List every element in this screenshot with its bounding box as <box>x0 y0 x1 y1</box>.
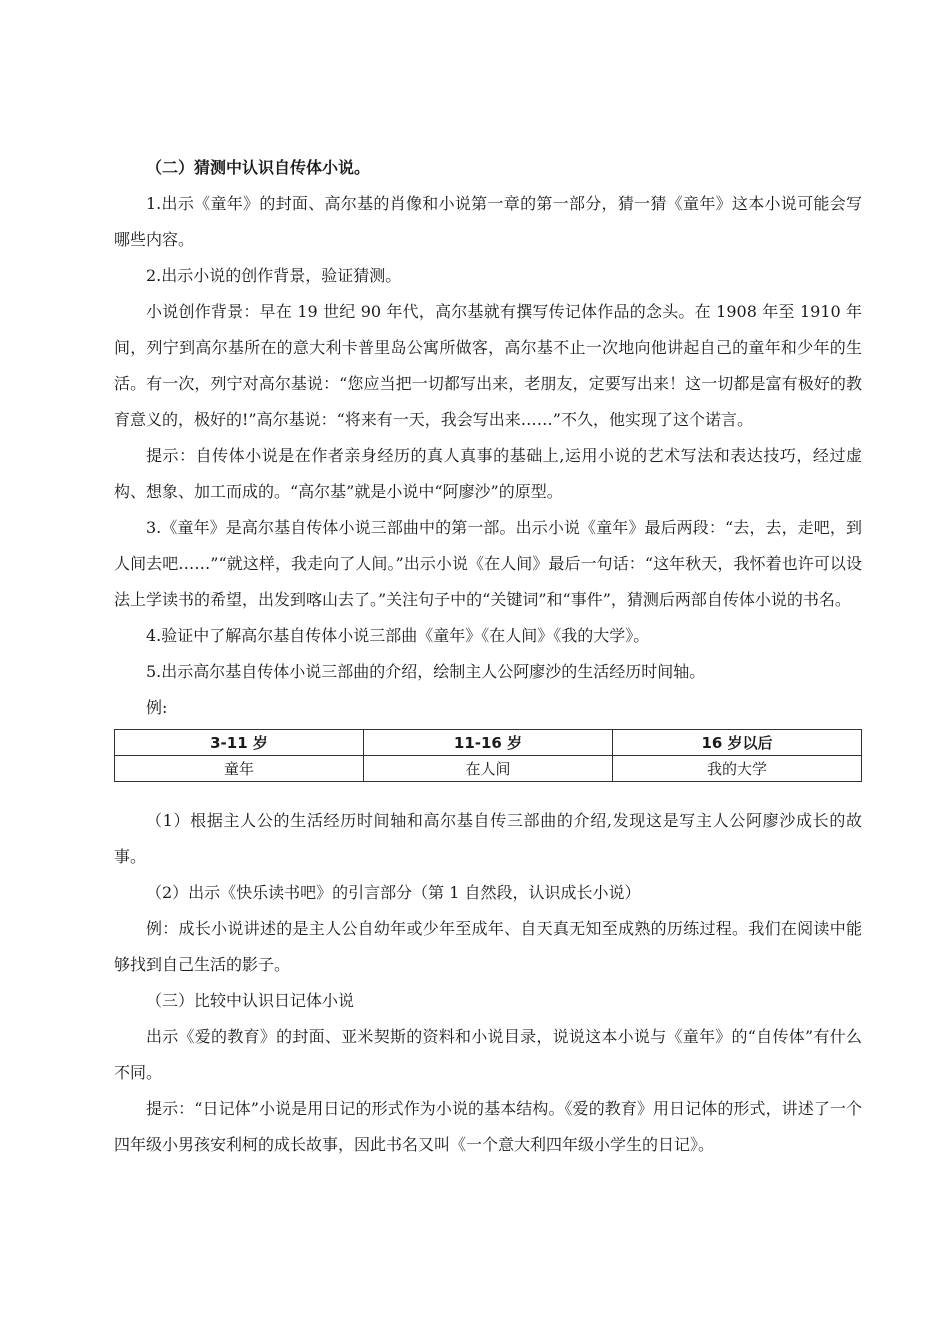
paragraph: 2.出示小说的创作背景，验证猜测。 <box>146 266 402 285</box>
table-cell: 童年 <box>115 756 364 782</box>
table-row <box>115 756 862 782</box>
paragraph: （1）根据主人公的生活经历时间轴和高尔基自传三部曲的介绍,发现这是写主人公阿廖沙成长的故事。 <box>114 811 862 866</box>
subsection-heading: （三）比较中认识日记体小说 <box>146 991 355 1010</box>
table-header-cell: 11-16 岁 <box>364 730 613 756</box>
paragraph: （2）出示《快乐读书吧》的引言部分（第 1 自然段，认识成长小说） <box>146 883 641 902</box>
example-label: 例: <box>146 698 168 717</box>
paragraph: 5.出示高尔基自传体小说三部曲的介绍，绘制主人公阿廖沙的生活经历时间轴。 <box>146 662 706 681</box>
section-heading: （二）猜测中认识自传体小说。 <box>146 158 371 177</box>
table-cell: 我的大学 <box>613 756 862 782</box>
table-header-cell: 16 岁以后 <box>613 730 862 756</box>
table-header-cell: 3-11 岁 <box>115 730 364 756</box>
document-page <box>114 150 862 1163</box>
paragraph: 1.出示《童年》的封面、高尔基的肖像和小说第一章的第一部分，猜一猜《童年》这本小说可能会写哪些内容。 <box>114 194 862 249</box>
paragraph: 小说创作背景：早在 19 世纪 90 年代，高尔基就有撰写传记体作品的念头。在 1908 年至 1910 年间，列宁到高尔基所在的意大利卡普里岛公寓所做客，高尔基不止一次地向他讲起自己的童年和少年的生活。有一次，列宁对高尔基说：“您应当把一切都写出来，老朋友，定要写出来！这一切都是富有极好的教育意义的，极好的!”高尔基说：“将来有一天，我会写出来……”不久，他实现了这个诺言。 <box>114 302 862 429</box>
paragraph: 提示：“日记体”小说是用日记的形式作为小说的基本结构。《爱的教育》用日记体的形式，讲述了一个四年级小男孩安利柯的成长故事，因此书名又叫《一个意大利四年级小学生的日记》。 <box>114 1099 862 1154</box>
paragraph: 出示《爱的教育》的封面、亚米契斯的资料和小说目录，说说这本小说与《童年》的“自传体”有什么不同。 <box>114 1027 862 1082</box>
paragraph: 4.验证中了解高尔基自传体小说三部曲《童年》《在人间》《我的大学》。 <box>146 626 650 645</box>
paragraph: 例：成长小说讲述的是主人公自幼年或少年至成年、自天真无知至成熟的历练过程。我们在阅读中能够找到自己生活的影子。 <box>114 919 862 974</box>
table-header-row <box>115 730 862 756</box>
timeline-table <box>114 729 862 782</box>
paragraph: 提示：自传体小说是在作者亲身经历的真人真事的基础上,运用小说的艺术写法和表达技巧，经过虚构、想象、加工而成的。“高尔基”就是小说中“阿廖沙”的原型。 <box>114 446 862 501</box>
paragraph: 3.《童年》是高尔基自传体小说三部曲中的第一部。出示小说《童年》最后两段：“去，去，走吧，到人间去吧……”“就这样，我走向了人间。”出示小说《在人间》最后一句话：“这年秋天，我怀着也许可以设法上学读书的希望，出发到喀山去了。”关注句子中的“关键词”和“事件”，猜测后两部自传体小说的书名。 <box>114 518 862 609</box>
table-cell: 在人间 <box>364 756 613 782</box>
